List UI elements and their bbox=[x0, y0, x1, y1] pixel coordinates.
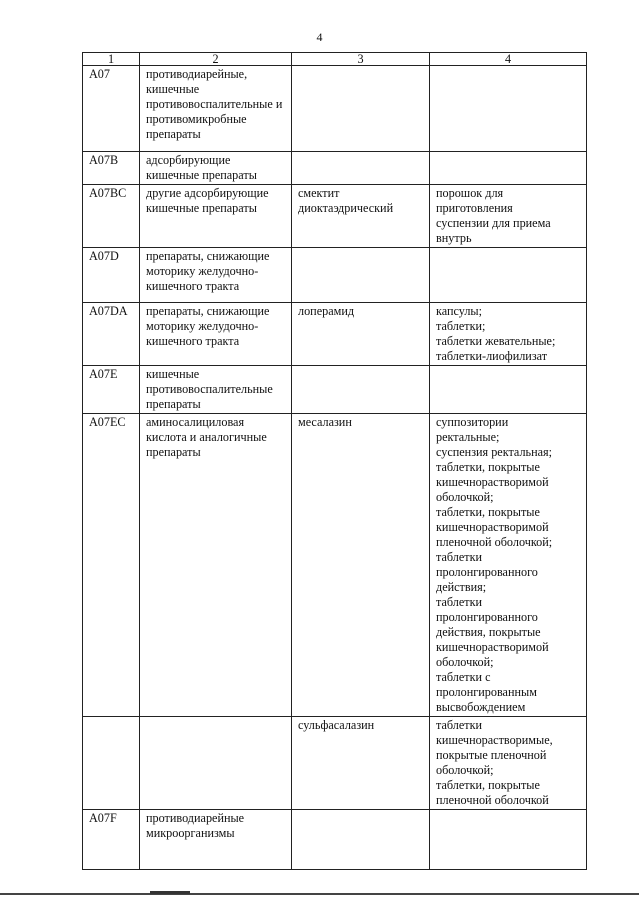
dosage-form-cell bbox=[430, 66, 587, 152]
cell-line: лоперамид bbox=[298, 304, 355, 318]
drug-name-cell bbox=[292, 366, 430, 414]
cell-line: аминосалициловая bbox=[146, 415, 245, 429]
group-name-cell bbox=[140, 185, 292, 248]
dosage-form-cell bbox=[430, 248, 587, 303]
table-row bbox=[83, 414, 587, 717]
dosage-form-cell bbox=[430, 717, 587, 810]
drug-name-cell bbox=[292, 717, 430, 810]
table-row bbox=[83, 717, 587, 810]
atc-code-cell: A07DA bbox=[83, 303, 140, 366]
cell-line: внутрь bbox=[436, 231, 472, 245]
cell-line: моторику желудочно- bbox=[146, 319, 259, 333]
table-row bbox=[83, 303, 587, 366]
cell-line: кишечного тракта bbox=[146, 279, 240, 293]
group-name-cell bbox=[140, 717, 292, 810]
dosage-form-cell bbox=[430, 185, 587, 248]
cell-line: таблетки bbox=[436, 595, 483, 609]
dosage-form-cell bbox=[430, 810, 587, 870]
cell-line: пролонгированным bbox=[436, 685, 537, 699]
cell-line: противомикробные bbox=[146, 112, 247, 126]
drug-name-cell bbox=[292, 66, 430, 152]
atc-code-cell bbox=[83, 717, 140, 810]
page-bottom-mark bbox=[150, 891, 190, 894]
cell-line: препараты bbox=[146, 397, 201, 411]
cell-line: таблетки, покрытые bbox=[436, 778, 540, 792]
cell-line: кислота и аналогичные bbox=[146, 430, 267, 444]
cell-line: моторику желудочно- bbox=[146, 264, 259, 278]
cell-line: другие адсорбирующие bbox=[146, 186, 269, 200]
dosage-form-cell bbox=[430, 152, 587, 185]
table-row bbox=[83, 366, 587, 414]
cell-line: противовоспалительные и bbox=[146, 97, 283, 111]
cell-line: препараты bbox=[146, 127, 201, 141]
cell-line: кишечные bbox=[146, 367, 200, 381]
cell-line: оболочкой; bbox=[436, 763, 494, 777]
atc-code-cell: A07F bbox=[83, 810, 140, 870]
cell-line: высвобождением bbox=[436, 700, 526, 714]
group-name-cell bbox=[140, 414, 292, 717]
cell-line: микроорганизмы bbox=[146, 826, 235, 840]
cell-line: кишечные препараты bbox=[146, 201, 257, 215]
cell-line: суппозитории bbox=[436, 415, 509, 429]
cell-line: пленочной оболочкой; bbox=[436, 535, 553, 549]
cell-line: таблетки-лиофилизат bbox=[436, 349, 548, 363]
atc-code-cell: A07 bbox=[83, 66, 140, 152]
table-row bbox=[83, 248, 587, 303]
cell-line: кишечнорастворимой bbox=[436, 520, 549, 534]
group-name-cell bbox=[140, 303, 292, 366]
column-header-4: 4 bbox=[430, 53, 587, 66]
page-number: 4 bbox=[316, 30, 323, 44]
cell-line: таблетки, покрытые bbox=[436, 460, 540, 474]
table-row bbox=[83, 810, 587, 870]
cell-line: действия; bbox=[436, 580, 487, 594]
drug-classification-table bbox=[82, 52, 587, 870]
drug-name-cell bbox=[292, 185, 430, 248]
cell-line: таблетки с bbox=[436, 670, 491, 684]
cell-line: пролонгированного bbox=[436, 610, 538, 624]
cell-line: пленочной оболочкой bbox=[436, 793, 549, 807]
cell-line: таблетки жевательные; bbox=[436, 334, 556, 348]
cell-line: порошок для bbox=[436, 186, 504, 200]
cell-line: капсулы; bbox=[436, 304, 482, 318]
drug-name-cell bbox=[292, 303, 430, 366]
cell-line: сульфасалазин bbox=[298, 718, 375, 732]
cell-line: пролонгированного bbox=[436, 565, 538, 579]
cell-line: препараты, снижающие bbox=[146, 249, 270, 263]
drug-name-cell bbox=[292, 248, 430, 303]
column-header-2: 2 bbox=[140, 53, 292, 66]
cell-line: кишечные bbox=[146, 82, 200, 96]
cell-line: таблетки bbox=[436, 718, 483, 732]
group-name-cell bbox=[140, 810, 292, 870]
cell-line: покрытые пленочной bbox=[436, 748, 547, 762]
atc-code-cell: A07B bbox=[83, 152, 140, 185]
atc-code-cell: A07BC bbox=[83, 185, 140, 248]
cell-line: суспензии для приема bbox=[436, 216, 551, 230]
atc-code-cell: A07EC bbox=[83, 414, 140, 717]
dosage-form-cell bbox=[430, 303, 587, 366]
cell-line: приготовления bbox=[436, 201, 513, 215]
cell-line: таблетки, покрытые bbox=[436, 505, 540, 519]
cell-line: оболочкой; bbox=[436, 655, 494, 669]
cell-line: кишечнорастворимые, bbox=[436, 733, 553, 747]
table-row bbox=[83, 185, 587, 248]
drug-name-cell bbox=[292, 152, 430, 185]
dosage-form-cell bbox=[430, 366, 587, 414]
table-row bbox=[83, 152, 587, 185]
cell-line: диоктаэдрический bbox=[298, 201, 394, 215]
cell-line: кишечнорастворимой bbox=[436, 475, 549, 489]
drug-name-cell bbox=[292, 414, 430, 717]
group-name-cell bbox=[140, 152, 292, 185]
cell-line: таблетки; bbox=[436, 319, 486, 333]
cell-line: противодиарейные, bbox=[146, 67, 248, 81]
group-name-cell bbox=[140, 366, 292, 414]
cell-line: препараты bbox=[146, 445, 201, 459]
group-name-cell bbox=[140, 66, 292, 152]
cell-line: ректальные; bbox=[436, 430, 500, 444]
cell-line: противодиарейные bbox=[146, 811, 245, 825]
cell-line: действия, покрытые bbox=[436, 625, 541, 639]
cell-line: смектит bbox=[298, 186, 340, 200]
table-row bbox=[83, 66, 587, 152]
atc-code-cell: A07D bbox=[83, 248, 140, 303]
page-bottom-rule bbox=[0, 893, 639, 895]
dosage-form-cell bbox=[430, 414, 587, 717]
cell-line: месалазин bbox=[298, 415, 352, 429]
cell-line: кишечные препараты bbox=[146, 168, 257, 182]
cell-line: препараты, снижающие bbox=[146, 304, 270, 318]
group-name-cell bbox=[140, 248, 292, 303]
cell-line: суспензия ректальная; bbox=[436, 445, 553, 459]
cell-line: кишечного тракта bbox=[146, 334, 240, 348]
cell-line: кишечнорастворимой bbox=[436, 640, 549, 654]
drug-name-cell bbox=[292, 810, 430, 870]
cell-line: таблетки bbox=[436, 550, 483, 564]
cell-line: оболочкой; bbox=[436, 490, 494, 504]
atc-code-cell: A07E bbox=[83, 366, 140, 414]
cell-line: адсорбирующие bbox=[146, 153, 231, 167]
column-header-3: 3 bbox=[292, 53, 430, 66]
column-header-1: 1 bbox=[83, 53, 140, 66]
cell-line: противовоспалительные bbox=[146, 382, 273, 396]
table-header-row bbox=[83, 53, 587, 66]
